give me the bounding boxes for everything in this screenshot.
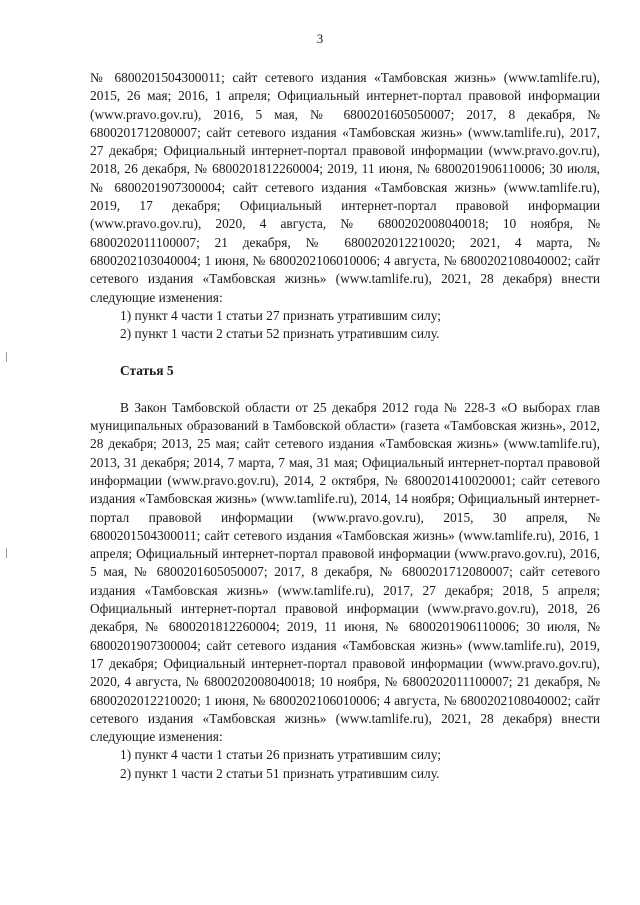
article-paragraph: В Закон Тамбовской области от 25 декабря 2012 года № 228-З «О выборах глав муниципальных образований в Тамбовской области» (газета «Тамбовская жизнь», 2012, 28 декабря; 2013, 25 мая; сайт сетевого издания «Тамбовская жизнь» (www.tamlife.ru), 2013, 31 декабря; 2014, 7 марта, 7 мая, 31 мая; Официальный интернет-портал правовой информации (www.pravo.gov.ru), 2014, 2 октября, № 6800201410020001; сайт сетевого издания «Тамбовская жизнь» (www.tamlife.ru), 2014, 14 ноября; Официальный интернет-портал правовой информации (www.pravo.gov.ru), 2015, 30 апреля, № 6800201504300011; сайт сетевого издания «Тамбовская жизнь» (www.tamlife.ru), 2016, 1 апреля; Официальный интернет-портал правовой информации (www.pravo.gov.ru), 2016, 5 мая, № 6800201605050007; 2017, 8 декабря, № 6800201712080007; сайт сетевого издания «Тамбовская жизнь» (www.tamlife.ru), 2017, 27 декабря; 2018, 5 апреля; Официальный интернет-портал правовой информации (www.pravo.gov.ru), 2018, 26 декабря, № 6800201812260004; 2019, 11 июня, № 6800201906110006; 30 июля, № 6800201907300004; сайт сетевого издания «Тамбовская жизнь» (www.tamlife.ru), 2019, 17 декабря; Официальный интернет-портал правовой информации (www.pravo.gov.ru), 2020, 4 августа, № 6800202008040018; 10 ноября, № 6800202011100007; 21 декабря, № 6800202012210020; 1 июня, № 6800202106010006; 4 августа, № 6800202108040002; сайт сетевого издания «Тамбовская жизнь» (www.tamlife.ru), 2021, 28 декабря) внести следующие изменения: <box>90 399 600 745</box>
page-number: 3 <box>316 31 324 46</box>
amendment-item: 2) пункт 1 части 2 статьи 52 признать утратившим силу. <box>120 326 440 342</box>
scan-margin-mark <box>6 352 7 362</box>
document-body <box>90 69 600 783</box>
scan-margin-mark <box>6 548 7 558</box>
amendment-item: 1) пункт 4 части 1 статьи 27 признать утратившим силу; <box>120 307 441 323</box>
amendment-item: 2) пункт 1 части 2 статьи 51 признать утратившим силу. <box>120 765 440 781</box>
amendment-item: 1) пункт 4 части 1 статьи 26 признать утратившим силу; <box>120 747 441 763</box>
article-heading: Статья 5 <box>120 363 174 379</box>
continuation-paragraph: № 6800201504300011; сайт сетевого издания «Тамбовская жизнь» (www.tamlife.ru), 2015, 26 мая; 2016, 1 апреля; Официальный интернет-портал правовой информации (www.pravo.gov.ru), 2016, 5 мая, № 6800201605050007; 2017, 8 декабря, № 6800201712080007; сайт сетевого издания «Тамбовская жизнь» (www.tamlife.ru), 2017, 27 декабря; Официальный интернет-портал правовой информации (www.pravo.gov.ru), 2018, 26 декабря, № 6800201812260004; 2019, 11 июня, № 6800201906110006; 30 июля, № 6800201907300004; сайт сетевого издания «Тамбовская жизнь» (www.tamlife.ru), 2019, 17 декабря; Официальный интернет-портал правовой информации (www.pravo.gov.ru), 2020, 4 августа, № 6800202008040018; 10 ноября, № 6800202011100007; 21 декабря, № 6800202012210020; 2021, 4 марта, № 6800202103040004; 1 июня, № 6800202106010006; 4 августа, № 6800202108040002; сайт сетевого издания «Тамбовская жизнь» (www.tamlife.ru), 2021, 28 декабря) внести следующие изменения: <box>90 70 600 305</box>
